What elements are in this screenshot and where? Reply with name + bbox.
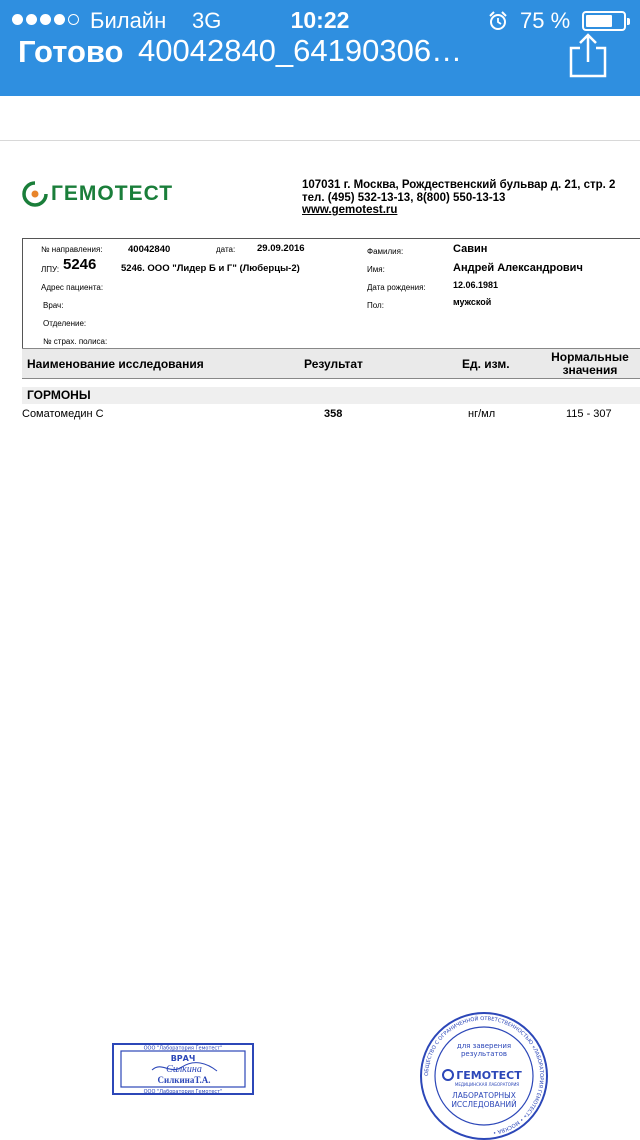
group-row bbox=[22, 387, 640, 404]
lab-logo bbox=[22, 181, 173, 207]
surname-value: Савин bbox=[453, 243, 488, 255]
address-label: Адрес пациента: bbox=[41, 283, 104, 292]
referral-label: № направления: bbox=[41, 245, 103, 254]
surname-label: Фамилия: bbox=[367, 247, 404, 256]
phone-line: тел. (495) 532-13-13, 8(800) 550-13-13 bbox=[302, 191, 506, 204]
battery-icon bbox=[582, 11, 626, 31]
date-value: 29.09.2016 bbox=[257, 243, 305, 254]
birth-value: 12.06.1981 bbox=[453, 280, 499, 290]
status-time: 10:22 bbox=[290, 7, 350, 33]
sex-value: мужской bbox=[453, 297, 492, 307]
svg-text:ОБЩЕСТВО С ОГРАНИЧЕННОЙ ОТВЕТС: ОБЩЕСТВО С ОГРАНИЧЕННОЙ ОТВЕТСТВЕННОСТЬЮ «ЛАБОРАТОРИЯ ГЕМОТЕСТ» • МОСКВА • bbox=[423, 1015, 545, 1136]
svg-text:ВРАЧ: ВРАЧ bbox=[170, 1054, 196, 1063]
department-label: Отделение: bbox=[43, 319, 87, 328]
page-edge bbox=[0, 140, 640, 141]
top-bar bbox=[0, 0, 640, 96]
lab-address bbox=[302, 179, 615, 217]
svg-text:ИССЛЕДОВАНИЙ: ИССЛЕДОВАНИЙ bbox=[451, 1100, 517, 1109]
document-title: 40042840_64190306… bbox=[138, 33, 463, 68]
svg-text:ООО "Лаборатория Гемотест": ООО "Лаборатория Гемотест" bbox=[143, 1045, 223, 1052]
result-range: 115 - 307 bbox=[566, 408, 612, 420]
date-label: дата: bbox=[216, 245, 236, 254]
col-result: Результат bbox=[304, 357, 363, 371]
website-link[interactable]: www.gemotest.ru bbox=[302, 204, 398, 216]
sex-label: Пол: bbox=[367, 301, 384, 310]
patient-info-box bbox=[22, 238, 640, 356]
result-value: 358 bbox=[324, 408, 343, 420]
name-label: Имя: bbox=[367, 265, 385, 274]
group-name: ГОРМОНЫ bbox=[27, 388, 91, 402]
svg-text:МЕДИЦИНСКАЯ ЛАБОРАТОРИЯ: МЕДИЦИНСКАЯ ЛАБОРАТОРИЯ bbox=[454, 1082, 520, 1087]
share-icon[interactable] bbox=[566, 32, 610, 78]
svg-text:ГЕМОТЕСТ: ГЕМОТЕСТ bbox=[456, 1069, 522, 1082]
lab-seal bbox=[418, 1012, 550, 1140]
result-test-name: Соматомедин С bbox=[22, 408, 104, 420]
doctor-label: Врач: bbox=[43, 301, 64, 310]
network-type: 3G bbox=[192, 8, 222, 33]
col-range: Нормальные значения bbox=[551, 350, 629, 377]
result-unit: нг/мл bbox=[468, 408, 496, 420]
alarm-icon bbox=[488, 11, 508, 31]
svg-text:ЛАБОРАТОРНЫХ: ЛАБОРАТОРНЫХ bbox=[452, 1091, 516, 1100]
col-unit: Ед. изм. bbox=[462, 357, 510, 371]
lpu-value: 5246 bbox=[63, 256, 97, 273]
svg-text:результатов: результатов bbox=[460, 1050, 508, 1058]
name-value: Андрей Александрович bbox=[453, 262, 583, 274]
address-line: 107031 г. Москва, Рождественский бульвар д. 21, стр. 2 bbox=[302, 179, 616, 191]
svg-text:СилкинаТ.А.: СилкинаТ.А. bbox=[157, 1075, 211, 1085]
policy-label: № страх. полиса: bbox=[43, 337, 108, 346]
svg-text:для заверения: для заверения bbox=[456, 1042, 512, 1050]
gemotest-logo-icon bbox=[22, 181, 48, 207]
results-header bbox=[22, 348, 640, 379]
lpu-name: 5246. ООО "Лидер Б и Г" (Люберцы-2) bbox=[121, 263, 300, 274]
battery-percent: 75 % bbox=[520, 8, 571, 33]
referral-value: 40042840 bbox=[128, 244, 171, 255]
carrier-name: Билайн bbox=[90, 8, 167, 33]
page-gap bbox=[0, 96, 640, 142]
svg-text:Силкина: Силкина bbox=[166, 1064, 202, 1075]
svg-text:ООО "Лаборатория Гемотест": ООО "Лаборатория Гемотест" bbox=[143, 1089, 223, 1095]
lpu-label: ЛПУ: bbox=[41, 265, 60, 274]
logo-text: ГЕМОТЕСТ bbox=[51, 182, 174, 205]
col-test: Наименование исследования bbox=[27, 357, 204, 371]
birth-label: Дата рождения: bbox=[367, 283, 426, 292]
doctor-stamp bbox=[112, 1043, 254, 1095]
done-button[interactable]: Готово bbox=[18, 34, 124, 69]
